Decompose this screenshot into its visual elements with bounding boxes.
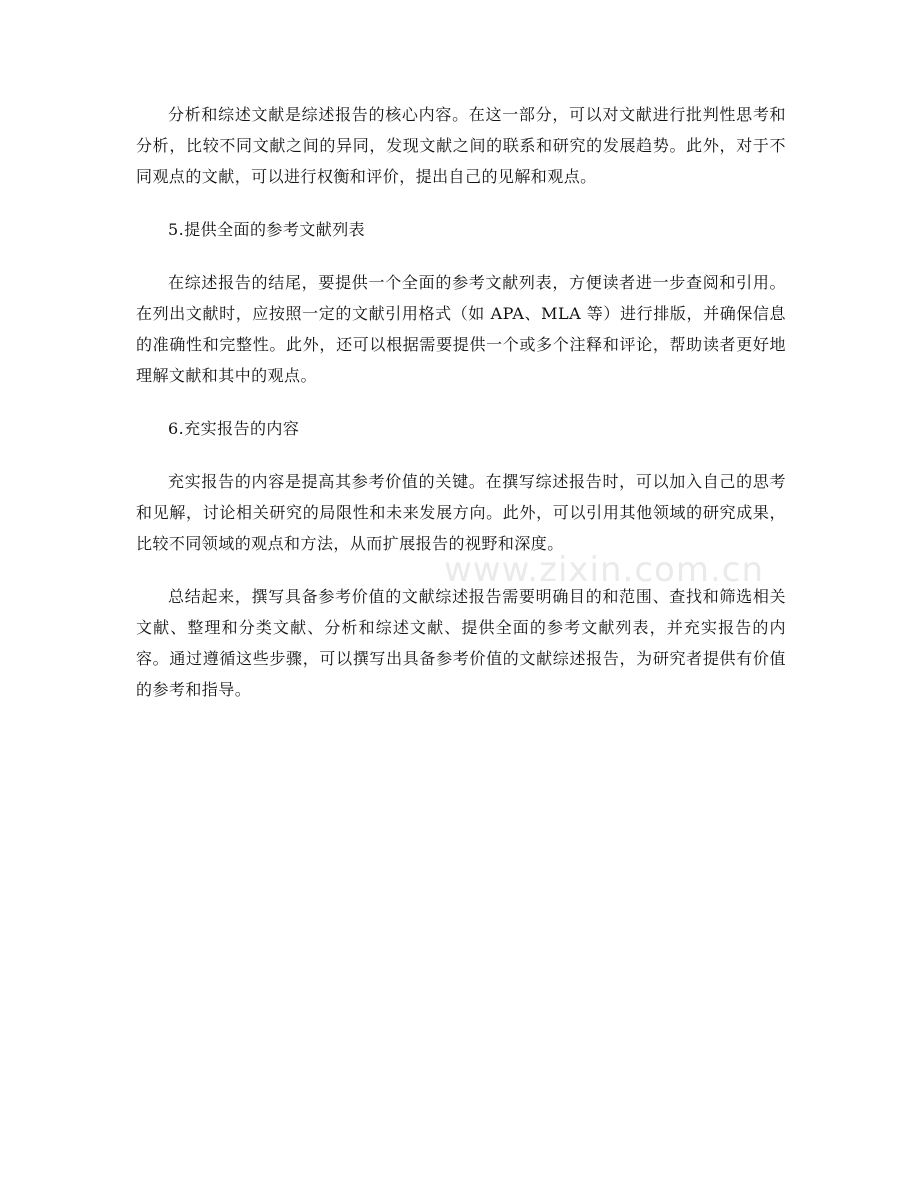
- section-heading-6: 6.充实报告的内容: [168, 419, 300, 438]
- watermark-text: www.zixin.com.cn: [444, 550, 764, 590]
- section-heading-5: 5.提供全面的参考文献列表: [168, 220, 366, 239]
- paragraph-analysis: 分析和综述文献是综述报告的核心内容。在这一部分，可以对文献进行批判性思考和分析，比较不同文献之间的异同，发现文献之间的联系和研究的发展趋势。此外，对于不同观点的文献，可以进行权衡和评价，提出自己的见解和观点。: [136, 105, 786, 186]
- paragraph-references: 在综述报告的结尾，要提供一个全面的参考文献列表，方便读者进一步查阅和引用。在列出文献时，应按照一定的文献引用格式（如 APA、MLA 等）进行排版，并确保信息的准确性和完整性。此外，还可以根据需要提供一个或多个注释和评论，帮助读者更好地理解文献和其中的观点。: [136, 273, 786, 385]
- document-body: [136, 99, 786, 705]
- paragraph-enrich-content: 充实报告的内容是提高其参考价值的关键。在撰写综述报告时，可以加入自己的思考和见解，讨论相关研究的局限性和未来发展方向。此外，可以引用其他领域的研究成果，比较不同领域的观点和方法，从而扩展报告的视野和深度。: [136, 472, 786, 553]
- paragraph-summary: 总结起来，撰写具备参考价值的文献综述报告需要明确目的和范围、查找和筛选相关文献、整理和分类文献、分析和综述文献、提供全面的参考文献列表，并充实报告的内容。通过遵循这些步骤，可以撰写出具备参考价值的文献综述报告，为研究者提供有价值的参考和指导。: [136, 587, 786, 699]
